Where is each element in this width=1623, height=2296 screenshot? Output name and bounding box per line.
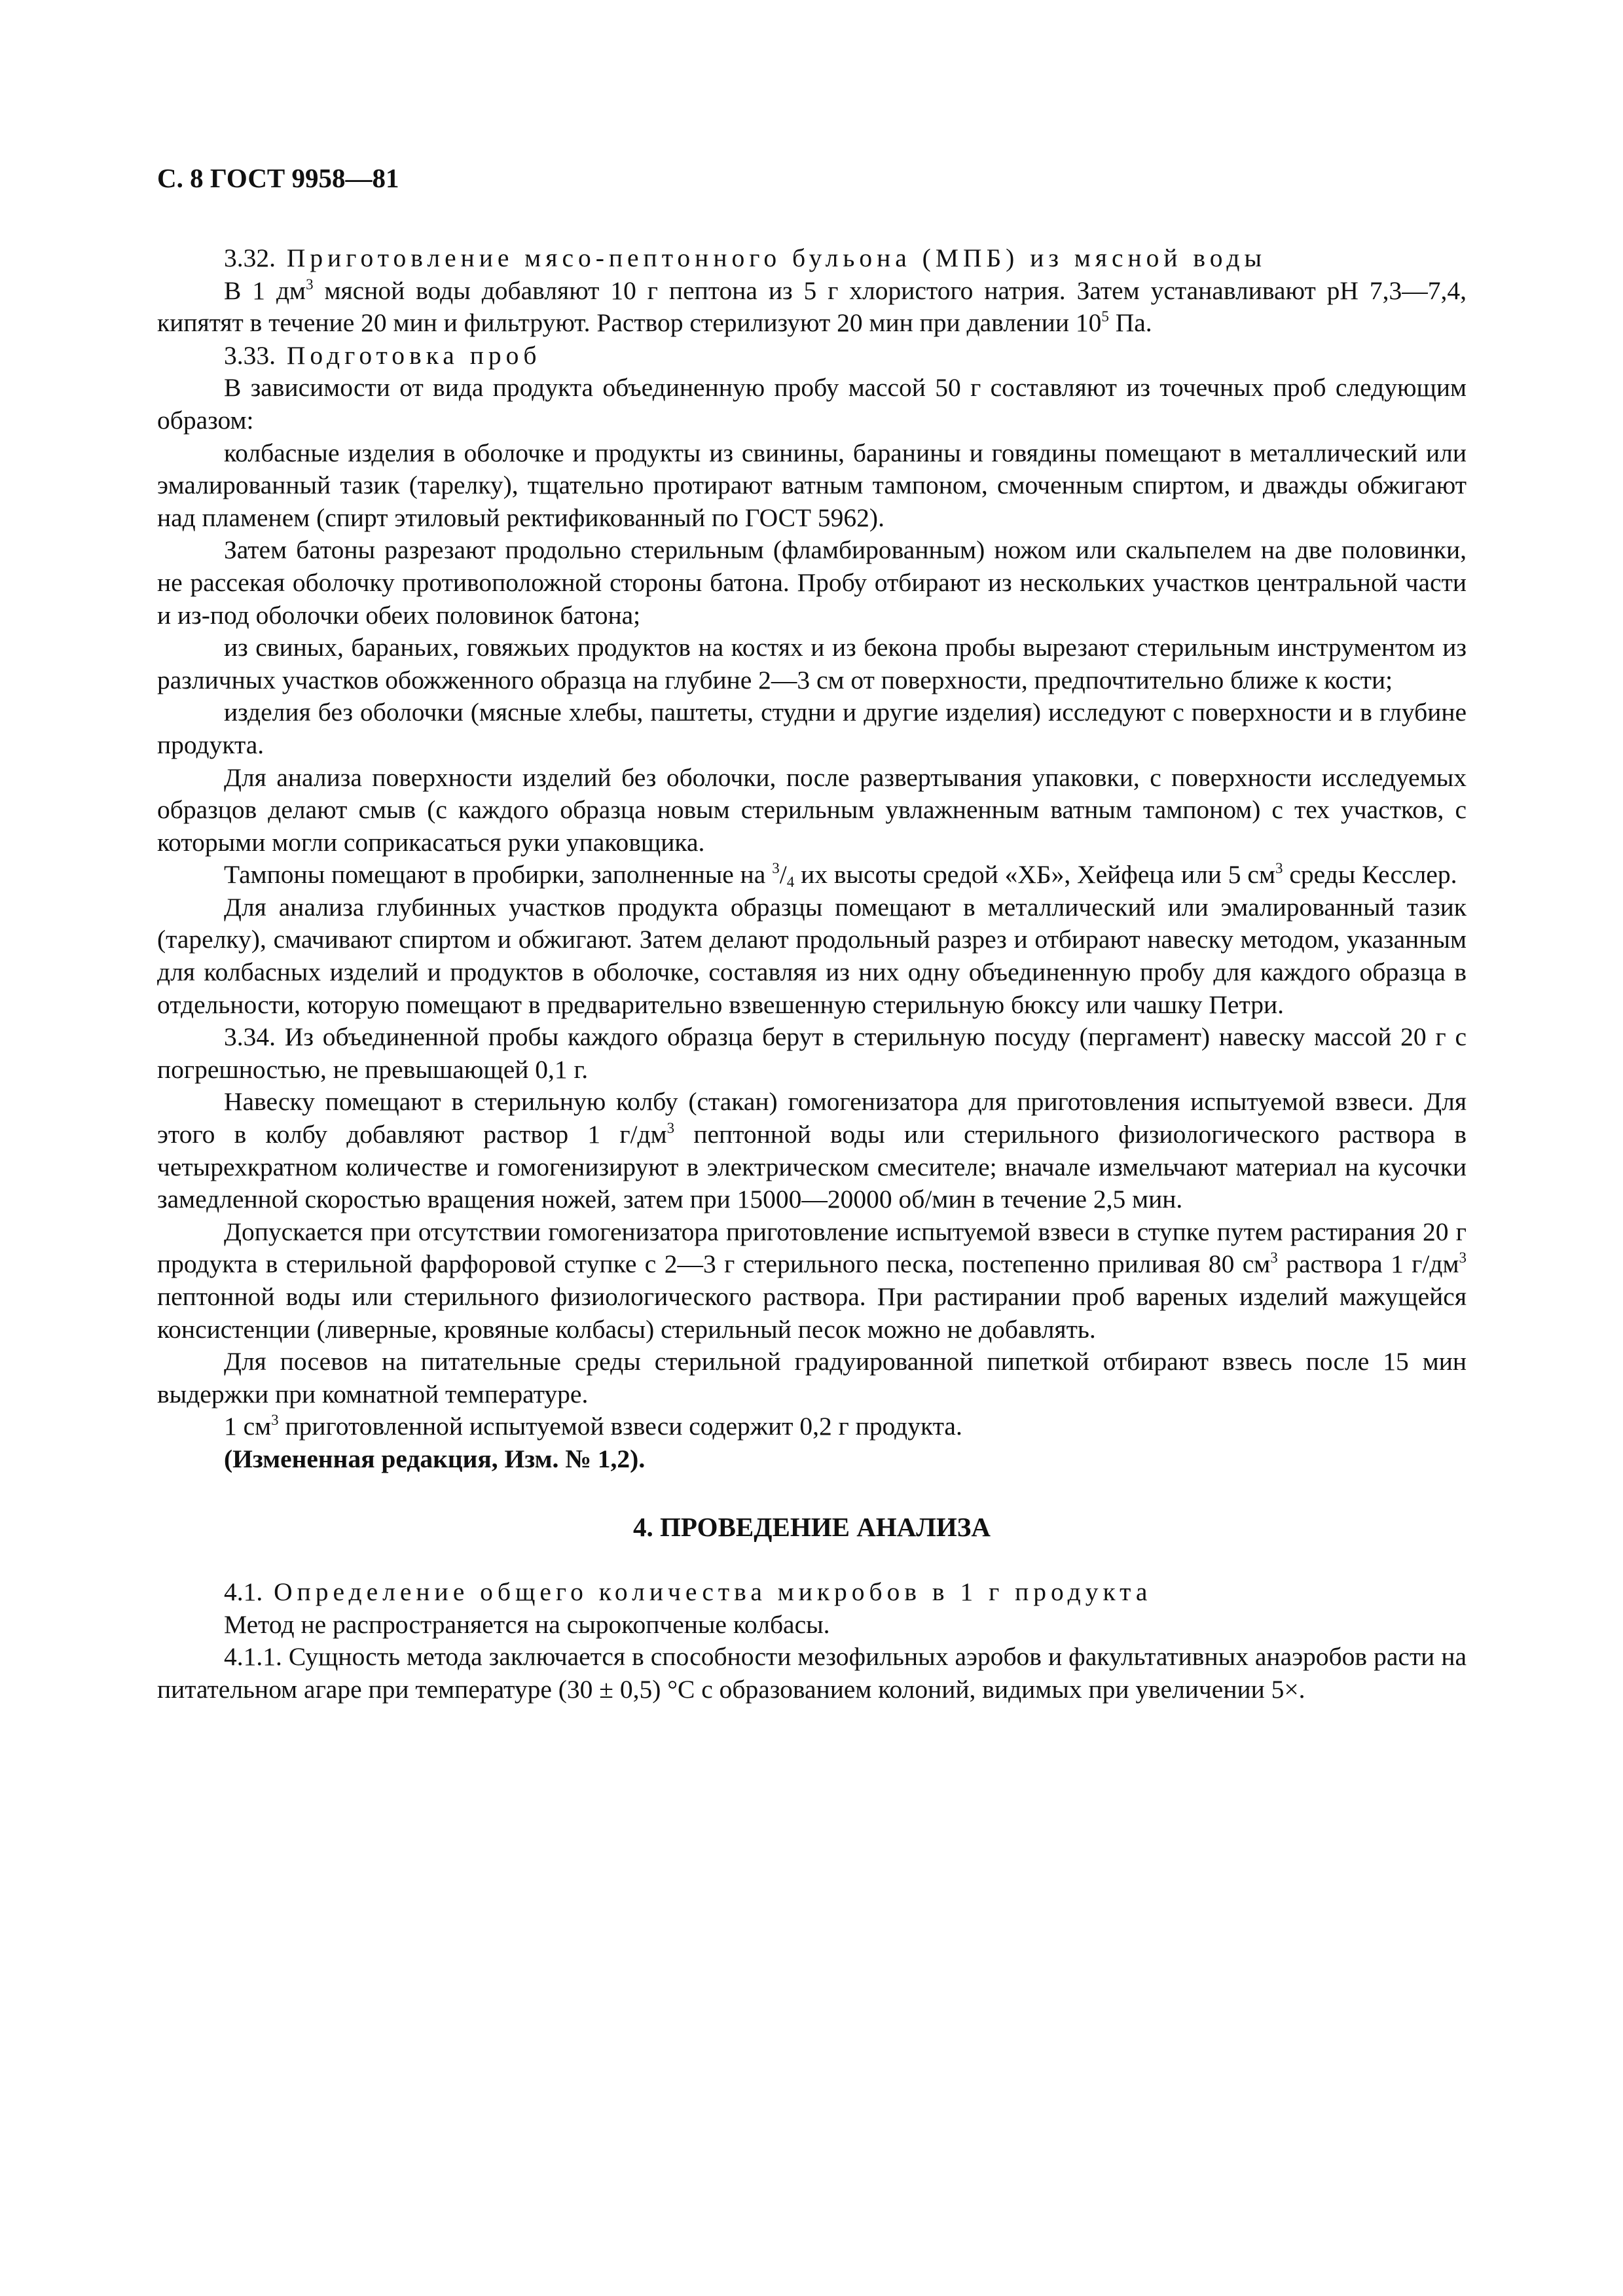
text-span: Па. <box>1108 308 1152 338</box>
fraction-slash: / <box>779 860 787 889</box>
clause-number: 3.33. <box>224 340 276 370</box>
page-header: С. 8 ГОСТ 9958—81 <box>157 163 399 193</box>
superscript: 3 <box>306 276 314 293</box>
superscript: 5 <box>1101 308 1109 325</box>
paragraph: Для анализа поверхности изделий без оболочки, после развертывания упаковки, с поверхности исследуемых образцов делают смыв (с каждого образца новым стерильным увлажненным ватным тампоном) с тех участков, с которыми могли соприкасаться руки упаковщика. <box>157 762 1467 857</box>
clause-number: 4.1. <box>224 1577 263 1607</box>
paragraph: 3.34. Из объединенной пробы каждого образца берут в стерильную посуду (пергамент) навеску массой 20 г с погрешностью, не превышающей 0,1 г. <box>157 1022 1467 1084</box>
text-span: раствора 1 г/дм <box>1277 1249 1459 1279</box>
text-span: В 1 дм <box>224 276 306 305</box>
paragraph: колбасные изделия в оболочке и продукты из свинины, баранины и говядины помещают в металлический или эмалированный тазик (тарелку), тщательно протирают ватным тампоном, смоченным спиртом, и дважды обжигают над пламенем (спирт этиловый ректификованный по ГОСТ 5962). <box>157 438 1467 532</box>
amendment-note: (Измененная редакция, Изм. № 1,2). <box>224 1444 646 1473</box>
paragraph: из свиных, бараньих, говяжьих продуктов на костях и из бекона пробы вырезают стерильным инструментом из различных участков обожженного образца на глубине 2—3 см от поверхности, предпочтительно ближе к кости; <box>157 633 1467 694</box>
text-span: пептонной воды или стерильного физиологического раствора. При растирании проб вареных изделий мажущейся консистенции (ливерные, кровяные колбасы) стерильный песок можно не добавлять. <box>157 1282 1467 1344</box>
paragraph-4-1-heading <box>157 1576 1467 1609</box>
text-span: Навеску помещают в стерильную колбу (стакан) гомогенизатора для приготовления испытуемой взвеси. Для этого в колбу добавляют раствор 1 г/дм <box>157 1087 1467 1149</box>
text-span: среды Кесслер. <box>1283 860 1457 889</box>
paragraph <box>157 1410 1467 1443</box>
superscript: 3 <box>666 1120 675 1137</box>
subscript: 4 <box>786 874 795 891</box>
text-span: Тампоны помещают в пробирки, заполненные на <box>224 860 773 889</box>
text-span: пептонной воды или стерильного физиологического раствора в четырехкратном количестве и гомогенизируют в электрическом смесителе; вначале измельчают материал на кусочки замедленной скоростью вращения ножей, затем при 15000—20000 об/мин в течение 2,5 мин. <box>157 1120 1467 1214</box>
paragraph: Метод не распространяется на сырокопченые колбасы. <box>224 1609 830 1639</box>
paragraph <box>157 859 1467 891</box>
paragraph-3-32-heading <box>157 242 1467 275</box>
paragraph: Затем батоны разрезают продольно стерильным (фламбированным) ножом или скальпелем на две половинки, не рассекая оболочку противоположной стороны батона. Пробу отбирают из нескольких участков центральной части и из-под оболочки обеих половинок батона; <box>157 535 1467 630</box>
clause-heading: Приготовление мясо-пептонного бульона (МПБ) из мясной воды <box>286 243 1267 272</box>
paragraph: 4.1.1. Сущность метода заключается в способности мезофильных аэробов и факультативных анаэробов расти на питательном агаре при температуре (30 ± 0,5) °С с образованием колоний, видимых при увеличении 5×. <box>157 1642 1467 1704</box>
paragraph: Для посевов на питательные среды стерильной градуированной пипеткой отбирают взвесь после 15 мин выдержки при комнатной температуре. <box>157 1347 1467 1408</box>
text-span: приготовленной испытуемой взвеси содержит 0,2 г продукта. <box>278 1412 962 1441</box>
text-span: Допускается при отсутствии гомогенизатора приготовление испытуемой взвеси в ступке путем растирания 20 г продукта в стерильной фарфоровой ступке с 2—3 г стерильного песка, постепенно приливая 80 см <box>157 1217 1467 1279</box>
superscript: 3 <box>1459 1249 1467 1266</box>
text-span: 1 см <box>224 1412 272 1441</box>
text-span: их высоты средой «ХБ», Хейфеца или 5 см <box>794 860 1275 889</box>
clause-number: 3.32. <box>224 243 276 272</box>
superscript: 3 <box>271 1412 279 1429</box>
clause-heading: Подготовка проб <box>286 340 541 370</box>
superscript: 3 <box>772 860 780 877</box>
paragraph: В зависимости от вида продукта объединенную пробу массой 50 г составляют из точечных проб следующим образом: <box>157 373 1467 435</box>
superscript: 3 <box>1270 1249 1278 1266</box>
paragraph: изделия без оболочки (мясные хлебы, паштеты, студни и другие изделия) исследуют с поверхности и в глубине продукта. <box>157 698 1467 759</box>
paragraph <box>157 1086 1467 1215</box>
paragraph <box>157 275 1467 340</box>
paragraph-3-33-heading <box>157 340 1467 372</box>
paragraph <box>157 1216 1467 1346</box>
paragraph: Для анализа глубинных участков продукта образцы помещают в металлический или эмалированный тазик (тарелку), смачивают спиртом и обжигают. Затем делают продольный разрез и отбирают навеску методом, указанным для колбасных изделий и продуктов в оболочке, составляя из них одну объединенную пробу для каждого образца в отдельности, которую помещают в предварительно взвешенную стерильную бюксу или чашку Петри. <box>157 892 1467 1019</box>
section-title: 4. ПРОВЕДЕНИЕ АНАЛИЗА <box>632 1511 991 1542</box>
text-span: мясной воды добавляют 10 г пептона из 5 г хлористого натрия. Затем устанавливают pH 7,3—7,4, кипятят в течение 20 мин и фильтруют. Раствор стерилизуют 20 мин при давлении 10 <box>157 276 1467 338</box>
document-body <box>157 242 1467 1706</box>
superscript: 3 <box>1275 860 1283 877</box>
clause-heading: Определение общего количества микробов в 1 г продукта <box>274 1577 1152 1607</box>
